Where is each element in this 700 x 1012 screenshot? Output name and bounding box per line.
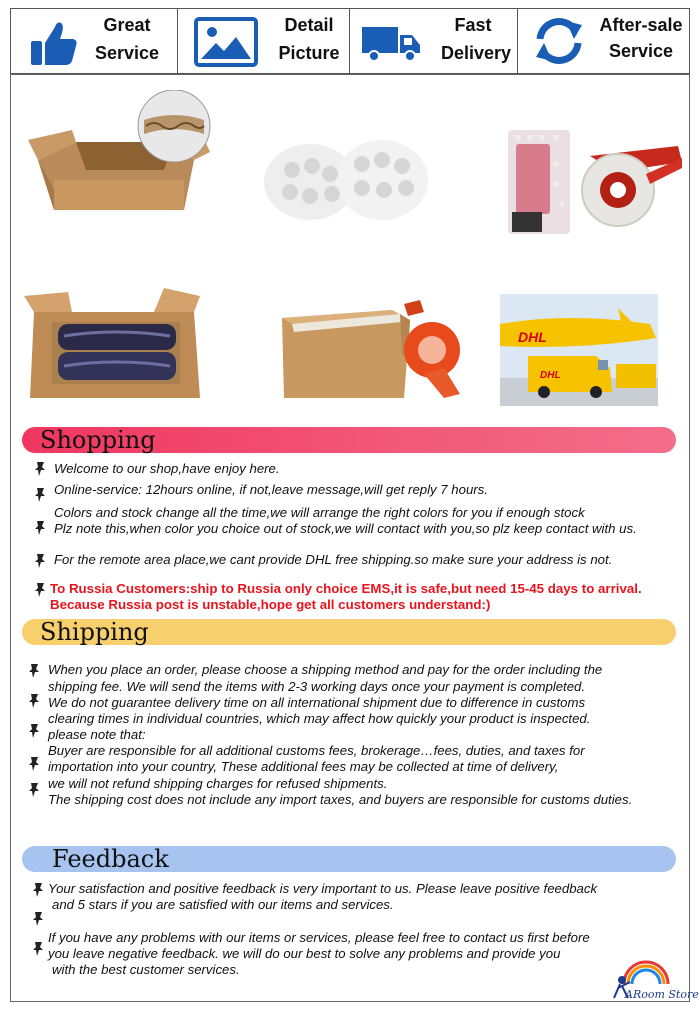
fast-delivery-badge — [350, 9, 518, 73]
air-cushion-wrap-photo — [262, 130, 432, 230]
pushpin-icon — [28, 782, 42, 798]
fast-delivery-line1: Fast — [454, 15, 492, 35]
picture-icon — [194, 17, 258, 67]
after-sale-service-badge — [518, 9, 689, 73]
open-cardboard-box-photo — [24, 90, 214, 220]
feedback-line-4: you leave negative feedback. we will do our best to solve any problems and provide you — [48, 946, 561, 961]
shipping-line-7: importation into your country, These additional fees may be collected at time of delivery, — [48, 759, 559, 774]
service-banner — [10, 8, 690, 74]
feedback-line-2: and 5 stars if you are satisfied with our items and services. — [52, 897, 394, 912]
shipping-section-header: Shipping — [22, 619, 676, 645]
pushpin-icon — [34, 487, 48, 503]
pushpin-icon — [32, 882, 46, 898]
delivery-truck-icon — [360, 23, 424, 63]
detail-picture-line2: Picture — [278, 43, 340, 63]
shopping-line-4: Plz note this,when color you choice out of stock,we will contact with you,so plz keep contact with us. — [54, 521, 637, 536]
packed-box-photo — [24, 288, 204, 408]
dhl-plane-and-van-photo — [500, 294, 658, 406]
taped-box-photo — [274, 298, 464, 404]
shipping-line-9: The shipping cost does not include any import taxes, and buyers are responsible for customs duties. — [48, 792, 633, 807]
detail-picture-badge — [178, 9, 350, 73]
russia-notice-line-1: To Russia Customers:ship to Russia only choice EMS,it is safe,but need 15-45 days to arrival. — [50, 581, 642, 596]
great-service-badge — [11, 9, 178, 73]
after-sale-line2: Service — [608, 41, 674, 61]
fast-delivery-line2: Delivery — [440, 43, 512, 63]
pushpin-icon — [28, 723, 42, 739]
feedback-line-5: with the best customer services. — [52, 962, 240, 977]
shopping-line-2: Online-service: 12hours online, if not,leave message,will get reply 7 hours. — [54, 482, 488, 497]
shipping-line-1: When you place an order, please choose a shipping method and pay for the order including the — [48, 662, 603, 677]
detail-picture-line1: Detail — [284, 15, 334, 35]
pushpin-icon — [28, 693, 42, 709]
pushpin-icon — [28, 663, 42, 679]
refresh-arrows-icon — [532, 15, 586, 67]
great-service-line2: Service — [94, 43, 160, 63]
feedback-line-3: If you have any problems with our items or services, please feel free to contact us first before — [48, 930, 590, 945]
after-sale-line1: After-sale — [599, 15, 683, 35]
svg-text:DHL: DHL — [540, 370, 561, 381]
feedback-section-header: Feedback — [22, 846, 676, 872]
bubble-wrap-and-tape-dispenser-photo — [506, 124, 686, 240]
great-service-line1: Great — [103, 15, 151, 35]
shipping-line-5: please note that: — [48, 727, 146, 742]
shipping-line-8: we will not refund shipping charges for refused shipments. — [48, 776, 388, 791]
pushpin-icon — [32, 911, 46, 927]
shopping-line-3: Colors and stock change all the time,we will arrange the right colors for you if enough stock — [54, 505, 585, 520]
shopping-line-5: For the remote area place,we cant provide DHL free shipping.so make sure your address is not. — [54, 552, 613, 567]
pushpin-icon — [34, 582, 48, 598]
pushpin-icon — [34, 553, 48, 569]
svg-text:DHL: DHL — [518, 329, 547, 345]
shopping-section-header: Shopping — [22, 427, 676, 453]
pushpin-icon — [28, 756, 42, 772]
pushpin-icon — [34, 520, 48, 536]
pushpin-icon — [32, 941, 46, 957]
shipping-line-2: shipping fee. We will send the items with 2-3 working days once your payment is completed. — [48, 679, 586, 694]
shipping-line-3: We do not guarantee delivery time on all international shipment due to difference in customs — [48, 695, 586, 710]
thumbs-up-icon — [29, 19, 79, 67]
shipping-line-4: clearing times in individual countries, which may affect how quickly your product is inspected. — [48, 711, 591, 726]
shopping-line-1: Welcome to our shop,have enjoy here. — [54, 461, 280, 476]
feedback-line-1: Your satisfaction and positive feedback is very important to us. Please leave positive feedback — [48, 881, 598, 896]
russia-notice-line-2: Because Russia post is unstable,hope get all customers understand:) — [50, 597, 491, 612]
pushpin-icon — [34, 461, 48, 477]
shipping-line-6: Buyer are responsible for all additional customs fees, brokerage…fees, duties, and taxes for — [48, 743, 585, 758]
store-logo-text: ARoom Store — [625, 988, 699, 1001]
